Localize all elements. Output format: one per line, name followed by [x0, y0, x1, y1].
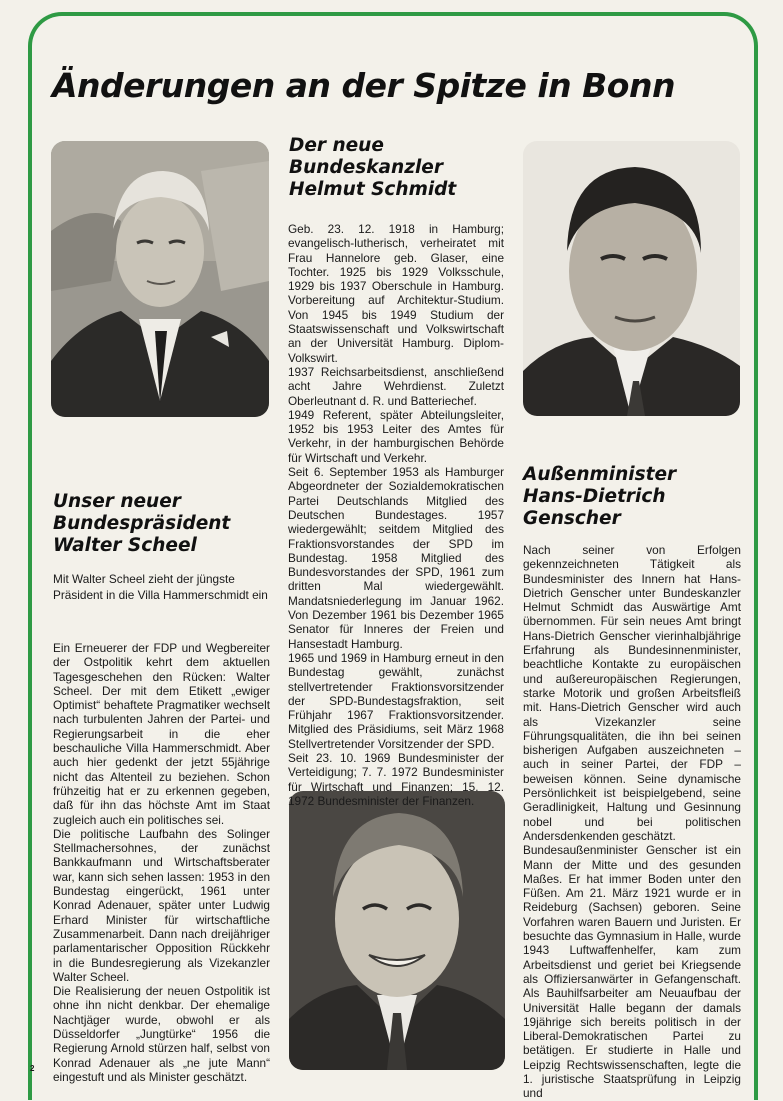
heading-line: Bundespräsident	[53, 513, 231, 534]
heading-line: Unser neuer	[53, 491, 181, 512]
heading-line: Bundeskanzler	[289, 157, 443, 178]
paragraph: Geb. 23. 12. 1918 in Hamburg; evangelisch-lutherisch, verheiratet mit Frau Hannelore geb. Glaser, eine Tochter. 1925 bis 1929 Volksschule, 1929 bis 1937 Oberschule in Hamburg. Vorbereitung auf Architektur-Studium. Von 1945 bis 1949 Studium der Staatswissenschaft und Volkswirtschaft an der Universität Hamburg. Diplom-Volkswirt.	[288, 222, 504, 365]
paragraph: Seit 23. 10. 1969 Bundesminister der Verteidigung; 7. 7. 1972 Bundesminister für Wirtschaft und Finanzen; 15. 12. 1972 Bundesminister der Finanzen.	[288, 750, 504, 808]
heading-hans-dietrich-genscher	[523, 464, 676, 530]
heading-line: Helmut Schmidt	[289, 179, 457, 200]
intro-walter-scheel	[53, 571, 270, 603]
paragraph: Bundesaußenminister Genscher ist ein Mann der Mitte und des gesunden Maßes. Er hat immer Boden unter den Füßen. Am 21. März 1921 wurde er in Reideburg (Sachsen) geboren. Seine Vorfahren waren Bauern und Juristen. Er besuchte das Gymnasium in Halle, wurde 1943 Luftwaffenhelfer, kam zum Arbeitsdienst und geriet bei Kriegsende als Offiziersanwärter in Gefangenschaft. Als Bauhilfsarbeiter am Neuaufbau der Universität Halle begann der damals 19jährige sich bereits politisch in der Liberal-Demokratischen Partei zu betätigen. Er studierte in Halle und Leipzig Rechtswissenschaften, legte die 1. juristische Staatsprüfung in Leipzig und	[523, 843, 741, 1101]
paragraph: Die politische Laufbahn des Solinger Stellmachersohnes, der zunächst Bankkaufmann und Wirtschaftsberater war, kann sich sehen lassen: 1953 in den Bundestag eingerückt, 1961 unter Konrad Adenauer, später unter Ludwig Erhard Minister für wirtschaftliche Zusammenarbeit. Dann nach dreijähriger parlamentarischer Opposition Rückkehr in die Bundesregierung als Vizekanzler Walter Scheel.	[53, 826, 270, 984]
heading-line: Außenminister	[523, 464, 677, 485]
article-hans-dietrich-genscher	[523, 543, 741, 1101]
heading-helmut-schmidt	[289, 135, 456, 201]
photo-walter-scheel	[51, 141, 269, 417]
paragraph: 1949 Referent, später Abteilungsleiter, 1952 bis 1953 Leiter des Amtes für Verkehr, in der hamburgischen Behörde für Wirtschaft und Verkehr.	[288, 407, 504, 465]
paragraph: 1937 Reichsarbeitsdienst, anschließend acht Jahre Wehrdienst. Zuletzt Oberleutnant d. R. und Batteriechef.	[288, 364, 504, 408]
intro-text: Mit Walter Scheel zieht der jüngste Präsident in die Villa Hammerschmidt ein	[53, 572, 268, 602]
photo-hans-dietrich-genscher	[523, 141, 740, 416]
heading-line: Der neue	[289, 135, 384, 156]
article-helmut-schmidt	[288, 222, 504, 808]
paragraph: Ein Erneuerer der FDP und Wegbereiter der Ostpolitik kehrt dem aktuellen Tagesgeschehen den Rücken: Walter Scheel. Der mit dem Etikett „ewiger Optimist“ behaftete Pragmatiker wechselt nach turbulenten Jahren der Partei- und Regierungsarbeit in die eher beschauliche Villa Hammerschmidt. Aber auch hier gedenkt der jetzt 55jährige nicht das Altenteil zu beziehen. Schon frühzeitig hat er zu erkennen gegeben, daß für ihn das höchste Amt im Staat zugleich auch ein politisches sei.	[53, 641, 270, 827]
page-number: 2	[30, 1064, 35, 1073]
photo-helmut-schmidt	[289, 791, 505, 1070]
heading-line: Genscher	[523, 508, 621, 529]
paragraph: Die Realisierung der neuen Ostpolitik ist ohne ihn nicht denkbar. Der ehemalige Nachtjäger wurde, obwohl er als Düsseldorfer „Jungtürke“ 1956 die Regierung Arnold stürzen half, selbst von Konrad Adenauer als „ne jute Mann“ eingestuft und als Minister geschätzt.	[53, 984, 270, 1084]
heading-line: Walter Scheel	[53, 535, 197, 556]
paragraph: 1965 und 1969 in Hamburg erneut in den Bundestag gewählt, zunächst stellvertretender Fraktionsvorsitzender der SPD-Bundestagsfraktion, seit Frühjahr 1967 Fraktionsvorsitzender. Mitglied des Präsidiums, seit März 1968 Stellvertretender Vorsitzender der SPD.	[288, 650, 504, 751]
heading-walter-scheel	[53, 491, 230, 557]
heading-line: Hans-Dietrich	[523, 486, 666, 507]
page-headline: Änderungen an der Spitze in Bonn	[52, 66, 675, 105]
article-walter-scheel	[53, 641, 270, 1084]
paragraph: Nach seiner von Erfolgen gekennzeichneten Tätigkeit als Bundesminister des Innern hat Hans-Dietrich Genscher unter Bundeskanzler Helmut Schmidt das Auswärtige Amt übernommen. Für sein neues Amt bringt Hans-Dietrich Genscher vierinhalbjährige Erfahrung als Bundesinnenminister, beachtliche Kontakte zu europäischen und außereuropäischen Regierungen, starke Motorik und großen Arbeitsfleiß mit. Hans-Dietrich Genscher wird auch als Vizekanzler seine Führungsqualitäten, die ihn bei seinen bisherigen Aufgaben auszeichneten – auch in seiner Partei, der FDP – beweisen können. Seine dynamische Persönlichkeit ist beispielgebend, seine Geradlinigkeit, Haltung und Gesinnung nobel und bei politischen Andersdenkenden geschätzt.	[523, 543, 741, 843]
paragraph: Seit 6. September 1953 als Hamburger Abgeordneter der Sozialdemokratischen Partei Deutschlands Mitglied des Deutschen Bundestages. 1957 wiedergewählt; seitdem Mitglied des Fraktionsvorstandes der SPD im Bundestag. 1958 Mitglied des Bundesvorstandes der SPD, 1961 zum dritten Mal wiedergewählt. Mandatsniederlegung im Januar 1962. Von Dezember 1961 bis Dezember 1965 Senator für Inneres der Freien und Hansestadt Hamburg.	[288, 465, 504, 651]
